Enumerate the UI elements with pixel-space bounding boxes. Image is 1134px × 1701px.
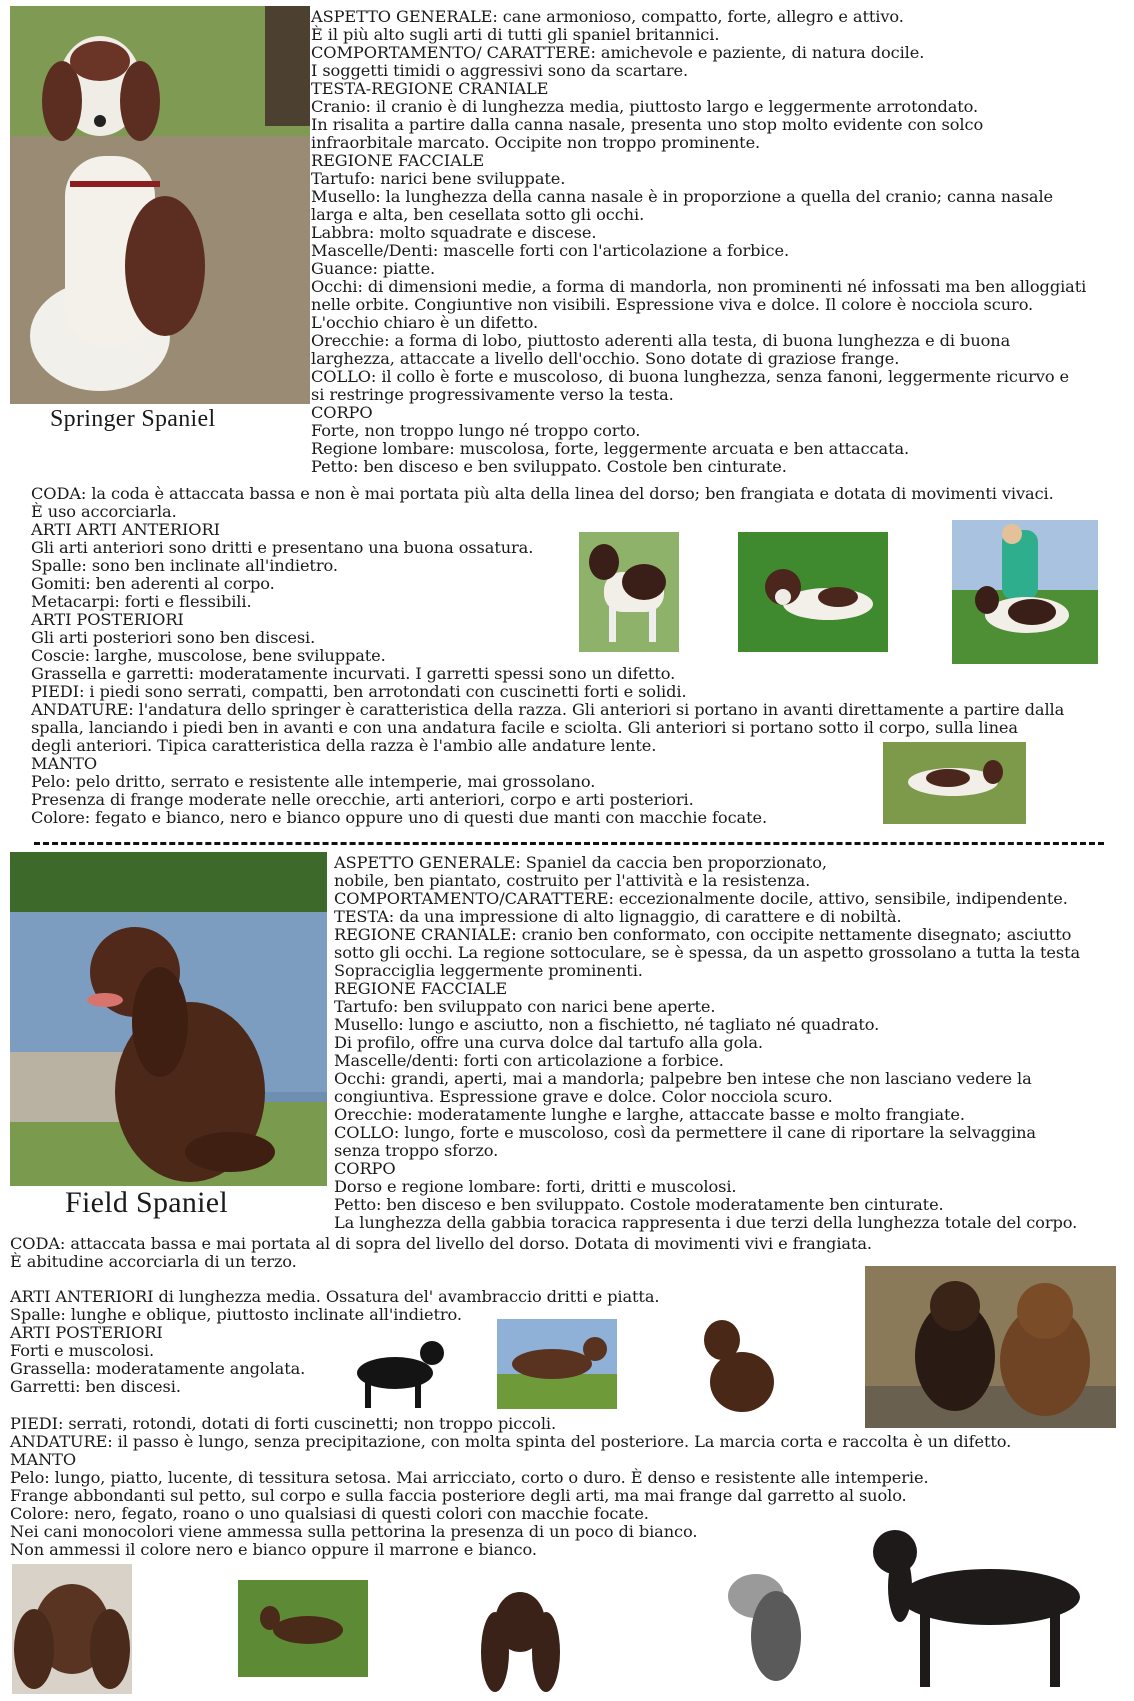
field-photo-standing-black [850, 1512, 1112, 1698]
field-main-photo [10, 852, 327, 1186]
field-photo-black-dog [340, 1328, 455, 1413]
springer-photo-standing [579, 532, 679, 652]
field-text-block-1: ASPETTO GENERALE: Spaniel da caccia ben proporzionato, nobile, ben piantato, costruito per l'attività e la resistenza. COMPORTAMENTO/CARATTERE: eccezionalmente docile, attivo, sensibile, indipendente. TESTA: da una impressione di alto lignaggio, di carattere e di nobiltà. REGIONE CRANIALE: cranio ben conformato, con occipite nettamente disegnato; asciutto sotto gli occhi. La regione sottoculare, se è spessa, da un aspetto grossolano a tutta la testa Sopracciglia leggermente prominenti. REGIONE FACCIALE Tartufo: ben sviluppato con narici bene aperte. Musello: lungo e asciutto, non a fischietto, né tagliato né quadrato. Di profilo, offre una curva dolce dal tartufo alla gola. Mascelle/denti: forti con articolazione a forbice. Occhi: grandi, aperti, mai a mandorla; palpebre ben intese che non lasciano vedere la congiuntiva. Espressione grave e dolce. Color nocciola scuro. Orecchie: moderatamente lunghe e larghe, attaccate basse e molto frangiate. COLLO: lungo, forte e muscoloso, così da permettere il cane di riportare la selvaggina senza troppo sforzo. CORPO Dorso e regione lombare: forti, dritti e muscolosi. Petto: ben disceso e ben sviluppato. Costole moderatamente ben cinturate. La lunghezza della gabbia toracica rappresenta i due terzi della lunghezza totale del corpo. [334, 853, 1081, 1232]
field-text-block-3: ARTI ANTERIORI di lunghezza media. Ossatura del' avambraccio dritti e piatta. Spalle: lunghe e oblique, piuttosto inclinate all'indietro. ARTI POSTERIORI Forti e muscolosi. Grassella: moderatamente angolata. Garretti: ben discesi. [10, 1287, 660, 1396]
springer-caption: Springer Spaniel [50, 406, 216, 432]
springer-photo-handler [952, 520, 1098, 664]
field-caption: Field Spaniel [65, 1186, 229, 1219]
field-photo-two-dogs [865, 1266, 1116, 1428]
field-text-block-4: PIEDI: serrati, rotondi, dotati di forti cuscinetti; non troppo piccoli. ANDATURE: il passo è lungo, senza precipitazione, con molta spinta del posteriore. La marcia corta e raccolta è un difetto. MANTO Pelo: lungo, piatto, lucente, di tessitura setosa. Mai arricciato, corto o duro. È denso e resistente alle intemperie. Frange abbondanti sul petto, sul corpo e sulla faccia posteriore degli arti, ma mai frange dal garretto al suolo. Colore: nero, fegato, roano o uno qualsiasi di questi colori con macchie focate. Nei cani monocolori viene ammessa sulla pettorina la presenza di un poco di bianco. Non ammessi il colore nero e bianco oppure il marrone e bianco. [10, 1414, 1012, 1559]
field-photo-head-2 [480, 1562, 562, 1697]
springer-main-photo [10, 6, 310, 404]
field-photo-grass [238, 1580, 368, 1677]
section-divider [34, 842, 1104, 845]
field-photo-sketch [706, 1556, 816, 1686]
field-photo-head-1 [12, 1564, 132, 1694]
springer-photo-lying [738, 532, 888, 652]
field-text-block-2: CODA: attaccata bassa e mai portata al di sopra del livello del dorso. Dotata di movimenti vivi e frangiata. È abitudine accorciarla di un terzo. [10, 1234, 872, 1271]
field-photo-liver-dog [497, 1319, 617, 1409]
springer-photo-running [883, 742, 1026, 824]
springer-text-block-1: ASPETTO GENERALE: cane armonioso, compatto, forte, allegro e attivo. È il più alto sugli arti di tutti gli spaniel britannici. COMPORTAMENTO/ CARATTERE: amichevole e paziente, di natura docile. I soggetti timidi o aggressivi sono da scartare. TESTA-REGIONE CRANIALE Cranio: il cranio è di lunghezza media, piuttosto largo e leggermente arrotondato. In risalita a partire dalla canna nasale, presenta uno stop molto evidente con solco infraorbitale marcato. Occipite non troppo prominente. REGIONE FACCIALE Tartufo: narici bene sviluppate. Musello: la lunghezza della canna nasale è in proporzione a quella del cranio; canna nasale larga e alta, ben cesellata sotto gli occhi. Labbra: molto squadrate e discese. Mascelle/Denti: mascelle forti con l'articolazione a forbice. Guance: piatte. Occhi: di dimensioni medie, a forma di mandorla, non prominenti né infossati ma ben alloggiati nelle orbite. Congiuntive non visibili. Espressione viva e dolce. Il colore è nocciola scuro. L'occhio chiaro è un difetto. Orecchie: a forma di lobo, piuttosto aderenti alla testa, di buona lunghezza e di buona larghezza, attaccate a livello dell'occhio. Sono dotate di graziose frange. COLLO: il collo è forte e muscoloso, di buona lunghezza, senza fanoni, leggermente ricurvo e si restringe progressivamente verso la testa. CORPO Forte, non troppo lungo né troppo corto. Regione lombare: muscolosa, forte, leggermente arcuata e ben attaccata. Petto: ben disceso e ben sviluppato. Costole ben cinturate. [311, 7, 1087, 476]
springer-text-block-2: CODA: la coda è attaccata bassa e non è mai portata più alta della linea del dorso; ben frangiata e dotata di movimenti vivaci. È uso accorciarla. ARTI ARTI ANTERIORI Gli arti anteriori sono dritti e presentano una buona ossatura. Spalle: sono ben inclinate all'indietro. Gomiti: ben aderenti al corpo. Metacarpi: forti e flessibili. ARTI POSTERIORI Gli arti posteriori sono ben discesi. Coscie: larghe, muscolose, bene sviluppate. Grassella e garretti: moderatamente incurvati. I garretti spessi sono un difetto. PIEDI: i piedi sono serrati, compatti, ben arrotondati con cuscinetti forti e solidi. ANDATURE: l'andatura dello springer è caratteristica della razza. Gli anteriori si portano in avanti direttamente a partire dalla spalla, lanciando i piedi ben in avanti e con una andatura facile e sciolta. Gli anteriori si portano sotto il corpo, sulla linea degli anteriori. Tipica caratteristica della razza è l'ambio alle andature lente. MANTO Pelo: pelo dritto, serrato e resistente alle intemperie, mai grossolano. Presenza di frange moderate nelle orecchie, arti anteriori, corpo e arti posteriori. Colore: fegato e bianco, nero e bianco oppure uno di questi due manti con macchie focate. [31, 484, 1065, 827]
field-photo-sitting-dog [692, 1312, 784, 1415]
